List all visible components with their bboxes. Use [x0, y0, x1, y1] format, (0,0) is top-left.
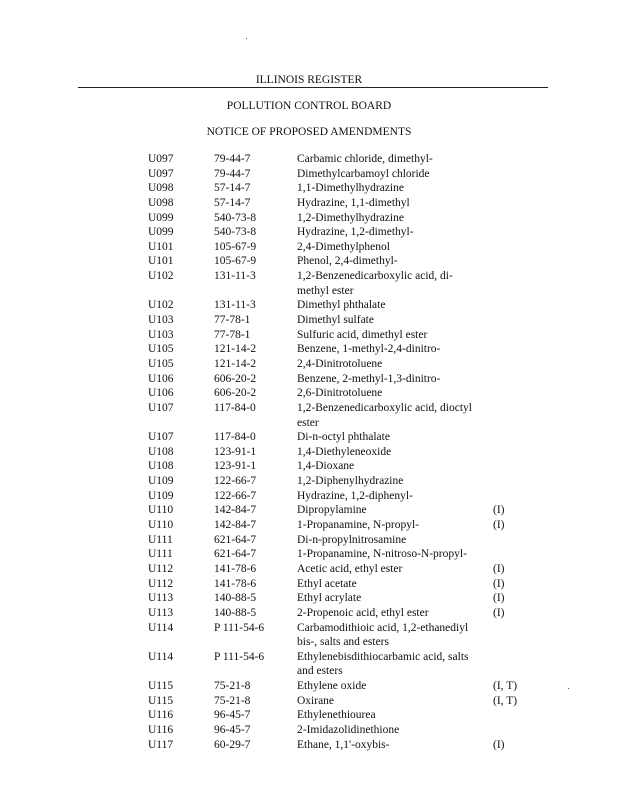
cas-number: P 111-54-6 [214, 650, 265, 663]
substance-name: Ethylenebisdithiocarbamic acid, salts [297, 650, 469, 663]
substance-name: Sulfuric acid, dimethyl ester [297, 328, 428, 341]
table-row-continuation [0, 635, 618, 650]
substance-name: 2,4-Dinitrotoluene [297, 357, 383, 370]
waste-table [0, 152, 618, 752]
substance-name: Ethyl acrylate [297, 592, 362, 605]
substance-name: Carbamic chloride, dimethyl- [297, 153, 433, 165]
hazard-code: (I, T) [493, 680, 518, 693]
cas-number: 117-84-0 [214, 401, 256, 414]
waste-code: U102 [148, 299, 174, 312]
cas-number: 105-67-9 [214, 255, 257, 268]
substance-name: 2,6-Dinitrotoluene [297, 387, 383, 400]
table-row [0, 342, 618, 357]
table-row [0, 211, 618, 226]
cas-number: 75-21-8 [214, 694, 251, 707]
cas-number: 122-66-7 [214, 489, 257, 502]
hazard-code: (I) [493, 504, 505, 517]
cas-number: 79-44-7 [214, 167, 251, 180]
table-row [0, 606, 618, 621]
cas-number: 79-44-7 [214, 153, 251, 165]
substance-name: Phenol, 2,4-dimethyl- [297, 255, 398, 268]
substance-name: Hydrazine, 1,1-dimethyl [297, 196, 410, 209]
waste-code: U108 [148, 445, 174, 458]
cas-number: 540-73-8 [214, 211, 257, 224]
table-row [0, 372, 618, 387]
waste-code: U105 [148, 357, 174, 370]
cas-number: 142-84-7 [214, 504, 257, 517]
table-row [0, 533, 618, 548]
waste-code: U110 [148, 504, 174, 517]
cas-number: 621-64-7 [214, 533, 257, 546]
cas-number: P 111-54-6 [214, 621, 265, 634]
substance-name: Ethane, 1,1'-oxybis- [297, 738, 390, 751]
waste-code: U111 [148, 548, 173, 561]
table-row [0, 679, 618, 694]
waste-code: U108 [148, 460, 174, 473]
cas-number: 117-84-0 [214, 431, 256, 444]
waste-code: U114 [148, 621, 174, 634]
waste-code: U112 [148, 562, 174, 575]
substance-name: 1,2-Dimethylhydrazine [297, 211, 404, 224]
table-row [0, 474, 618, 489]
scan-speck [246, 38, 247, 39]
cas-number: 60-29-7 [214, 738, 251, 751]
table-row-continuation [0, 664, 618, 679]
table-row [0, 430, 618, 445]
substance-name: 2-Imidazolidinethione [297, 723, 400, 736]
substance-name: Hydrazine, 1,2-diphenyl- [297, 489, 413, 502]
cas-number: 121-14-2 [214, 357, 257, 370]
table-row-continuation [0, 284, 618, 299]
substance-name: Carbamodithioic acid, 1,2-ethanediyl [297, 621, 469, 634]
waste-code: U103 [148, 328, 174, 341]
cas-number: 140-88-5 [214, 592, 257, 605]
substance-name: 2,4-Dimethylphenol [297, 240, 390, 253]
substance-name: Ethyl acetate [297, 577, 357, 590]
cas-number: 142-84-7 [214, 519, 257, 532]
waste-code: U101 [148, 255, 174, 268]
waste-code: U102 [148, 270, 174, 283]
cas-number: 75-21-8 [214, 680, 251, 693]
table-row [0, 269, 618, 284]
board-title: POLLUTION CONTROL BOARD [226, 100, 392, 112]
substance-name: Ethylenethiourea [297, 709, 376, 722]
cas-number: 131-11-3 [214, 299, 256, 312]
cas-number: 131-11-3 [214, 270, 256, 283]
substance-name: Oxirane [297, 694, 335, 707]
waste-code: U117 [148, 738, 174, 751]
table-row [0, 386, 618, 401]
notice-title: NOTICE OF PROPOSED AMENDMENTS [206, 126, 412, 138]
cas-number: 123-91-1 [214, 445, 257, 458]
table-row [0, 357, 618, 372]
waste-code: U115 [148, 694, 174, 707]
substance-name: Di-n-propylnitrosamine [297, 533, 407, 546]
table-row [0, 225, 618, 240]
substance-name: 1,2-Benzenedicarboxylic acid, dioctyl [297, 401, 472, 414]
cas-number: 606-20-2 [214, 372, 257, 385]
waste-code: U097 [148, 153, 174, 165]
waste-code: U105 [148, 343, 174, 356]
waste-code: U116 [148, 709, 174, 722]
table-row [0, 313, 618, 328]
substance-name: Acetic acid, ethyl ester [297, 562, 403, 575]
table-row [0, 738, 618, 753]
substance-name: Dipropylamine [297, 504, 367, 517]
header-rule [78, 87, 548, 88]
waste-code: U114 [148, 650, 174, 663]
cas-number: 105-67-9 [214, 240, 257, 253]
cas-number: 140-88-5 [214, 606, 257, 619]
waste-code: U107 [148, 431, 174, 444]
substance-name: and esters [297, 665, 343, 678]
waste-code: U116 [148, 723, 174, 736]
substance-name: Ethylene oxide [297, 680, 367, 693]
substance-name: 1,2-Benzenedicarboxylic acid, di- [297, 270, 453, 283]
substance-name: Benzene, 1-methyl-2,4-dinitro- [297, 343, 441, 356]
cas-number: 141-78-6 [214, 562, 257, 575]
table-row [0, 708, 618, 723]
table-row [0, 503, 618, 518]
waste-code: U103 [148, 314, 174, 327]
table-row [0, 167, 618, 182]
waste-code: U106 [148, 387, 174, 400]
substance-name: Dimethylcarbamoyl chloride [297, 167, 430, 180]
table-row [0, 518, 618, 533]
waste-code: U099 [148, 226, 174, 239]
substance-name: 1,4-Dioxane [297, 460, 355, 473]
waste-code: U109 [148, 475, 174, 488]
hazard-code: (I) [493, 562, 505, 575]
table-row [0, 181, 618, 196]
waste-code: U099 [148, 211, 174, 224]
substance-name: 2-Propenoic acid, ethyl ester [297, 606, 429, 619]
table-row [0, 694, 618, 709]
waste-code: U101 [148, 240, 174, 253]
substance-name: ester [297, 416, 319, 429]
table-row [0, 459, 618, 474]
waste-code: U115 [148, 680, 174, 693]
waste-code: U098 [148, 182, 174, 195]
substance-name: 1,1-Dimethylhydrazine [297, 182, 404, 195]
table-row [0, 152, 618, 167]
cas-number: 121-14-2 [214, 343, 257, 356]
cas-number: 57-14-7 [214, 182, 251, 195]
cas-number: 96-45-7 [214, 709, 251, 722]
substance-name: Di-n-octyl phthalate [297, 431, 390, 444]
substance-name: 1-Propanamine, N-nitroso-N-propyl- [297, 548, 467, 561]
waste-code: U111 [148, 533, 173, 546]
hazard-code: (I) [493, 606, 505, 619]
waste-code: U112 [148, 577, 174, 590]
table-row [0, 489, 618, 504]
cas-number: 141-78-6 [214, 577, 257, 590]
hazard-code: (I) [493, 738, 505, 751]
table-row [0, 196, 618, 211]
waste-code: U098 [148, 196, 174, 209]
substance-name: 1,4-Diethyleneoxide [297, 445, 392, 458]
waste-code: U097 [148, 167, 174, 180]
hazard-code: (I) [493, 577, 505, 590]
table-row [0, 723, 618, 738]
table-row [0, 254, 618, 269]
table-row [0, 562, 618, 577]
substance-name: methyl ester [297, 284, 354, 297]
waste-code: U110 [148, 519, 174, 532]
table-row [0, 401, 618, 416]
substance-name: bis-, salts and esters [297, 636, 389, 649]
waste-code: U109 [148, 489, 174, 502]
substance-name: Dimethyl phthalate [297, 299, 386, 312]
table-row [0, 621, 618, 636]
cas-number: 122-66-7 [214, 475, 257, 488]
waste-code: U113 [148, 592, 174, 605]
cas-number: 77-78-1 [214, 328, 251, 341]
table-row [0, 591, 618, 606]
waste-code: U107 [148, 401, 174, 414]
table-row [0, 577, 618, 592]
substance-name: Hydrazine, 1,2-dimethyl- [297, 226, 414, 239]
table-row [0, 650, 618, 665]
register-title: ILLINOIS REGISTER [255, 74, 363, 86]
table-row [0, 445, 618, 460]
hazard-code: (I) [493, 519, 505, 532]
cas-number: 606-20-2 [214, 387, 257, 400]
hazard-code: (I, T) [493, 694, 518, 707]
cas-number: 540-73-8 [214, 226, 257, 239]
cas-number: 621-64-7 [214, 548, 257, 561]
substance-name: 1,2-Diphenylhydrazine [297, 475, 404, 488]
hazard-code: (I) [493, 592, 505, 605]
table-row [0, 328, 618, 343]
waste-code: U113 [148, 606, 174, 619]
table-row [0, 547, 618, 562]
cas-number: 96-45-7 [214, 723, 251, 736]
substance-name: Benzene, 2-methyl-1,3-dinitro- [297, 372, 441, 385]
substance-name: Dimethyl sulfate [297, 314, 374, 327]
table-row [0, 240, 618, 255]
cas-number: 123-91-1 [214, 460, 257, 473]
table-row-continuation [0, 416, 618, 431]
waste-code: U106 [148, 372, 174, 385]
substance-name: 1-Propanamine, N-propyl- [297, 519, 419, 532]
table-row [0, 298, 618, 313]
cas-number: 57-14-7 [214, 196, 251, 209]
cas-number: 77-78-1 [214, 314, 251, 327]
